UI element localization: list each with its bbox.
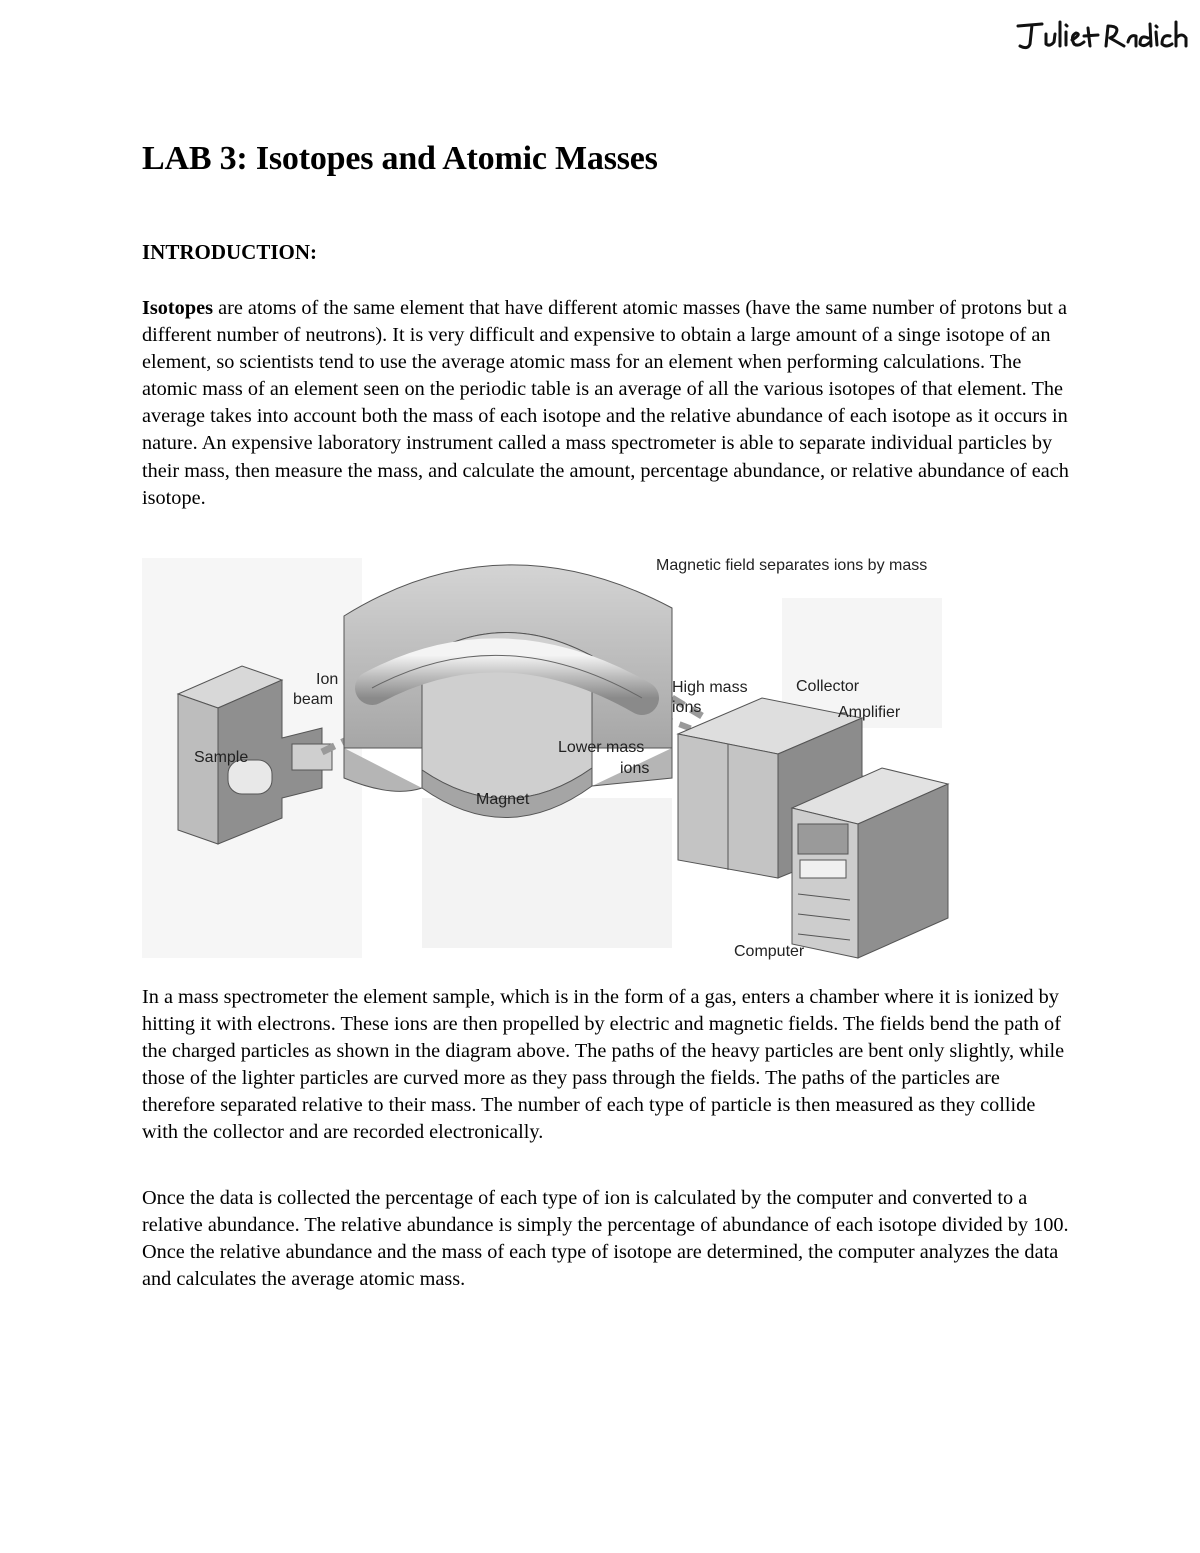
handwritten-signature [1010, 14, 1190, 58]
page-title: LAB 3: Isotopes and Atomic Masses [142, 140, 658, 177]
label-high-mass: High mass [672, 679, 748, 696]
label-magnet: Magnet [476, 791, 530, 808]
intro-paragraph [142, 295, 1072, 512]
relative-abundance-paragraph: Once the data is collected the percentage of each type of ion is calculated by the computer and converted to a relative abundance. The relative abundance is simply the percentage of abundance of each isotope divided by 100. Once the relative abundance and the mass of each type of isotope are determined, the computer analyzes the data and calculates the average atomic mass. [142, 1187, 1069, 1291]
caption-magnetic-field: Magnetic field separates ions by mass [656, 557, 928, 574]
section-heading-introduction: INTRODUCTION: [142, 240, 318, 264]
label-lower-mass: Lower mass [558, 739, 645, 756]
label-lower-mass-ions: ions [620, 760, 650, 777]
intro-paragraph-text: are atoms of the same element that have different atomic masses (have the same number of protons but a different number of neutrons). It is very difficult and expensive to obtain a large amount of a singe isotope of an element, so scientists tend to use the average atomic mass for an element when performing calculations. The atomic mass of an element seen on the periodic table is an average of all the various isotopes of that element. The average takes into account both the mass of each isotope and the relative abundance of each isotope as it occurs in nature. An expensive laboratory instrument called a mass spectrometer is able to separate individual particles by their mass, then measure the mass, and calculate the amount, percentage abundance, or relative abundance of each isotope. [142, 297, 1069, 509]
label-beam: beam [293, 691, 334, 708]
label-ion: Ion [316, 671, 339, 688]
mass-spectrometer-diagram [142, 548, 1042, 968]
label-computer: Computer [734, 943, 805, 960]
magnet [344, 565, 672, 818]
label-amplifier: Amplifier [838, 704, 901, 721]
label-collector: Collector [796, 678, 860, 695]
mass-spectrometer-paragraph: In a mass spectrometer the element sample, which is in the form of a gas, enters a chamber where it is ionized by hitting it with electrons. These ions are then propelled by electric and magnetic fields. The fields bend the path of the charged particles as shown in the diagram above. The paths of the heavy particles are bent only slightly, while those of the lighter particles are curved more as they pass through the fields. The paths of the particles are therefore separated relative to their mass. The number of each type of particle is then measured as they collide with the collector and are recorded electronically. [142, 986, 1065, 1144]
label-sample: Sample [194, 749, 249, 766]
label-high-mass-ions: ions [672, 699, 702, 716]
isotopes-term: Isotopes [142, 297, 213, 319]
